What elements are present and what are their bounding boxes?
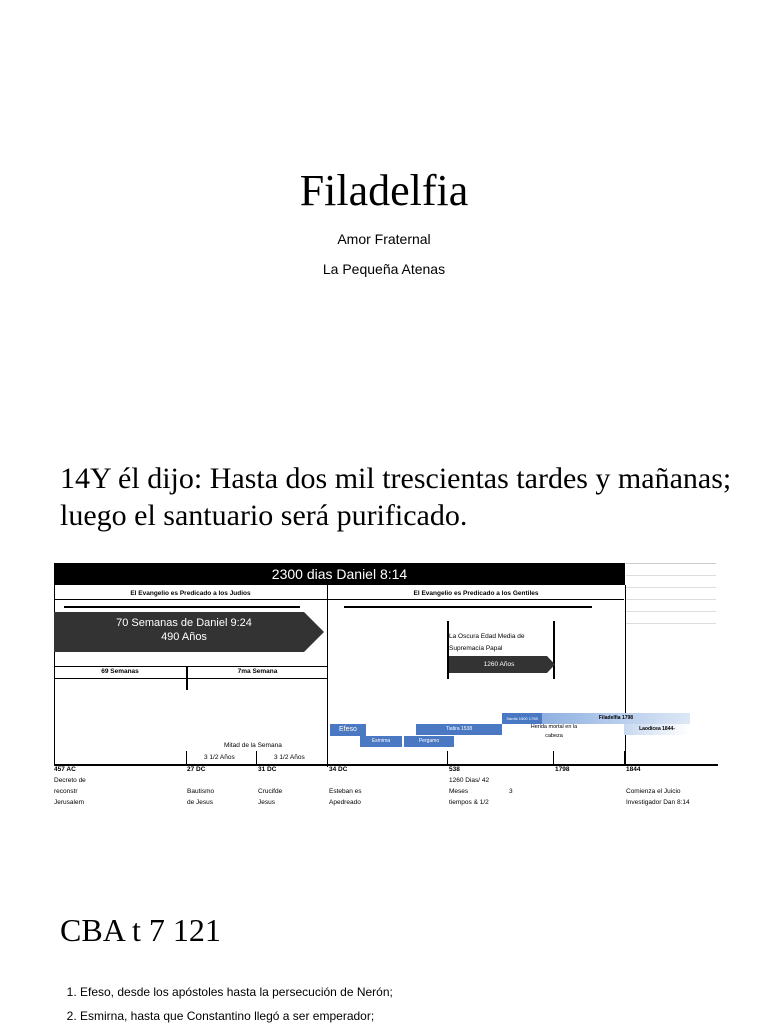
tick-27 bbox=[186, 751, 187, 765]
half-2: 3 1/2 Años bbox=[274, 754, 305, 761]
tick-538 bbox=[447, 751, 448, 765]
date-1844: 1844 Comienza el Juicio Investigador Dan 8:14 bbox=[626, 766, 690, 806]
timeline-chart bbox=[54, 563, 724, 813]
date-31: 31 DC Crucifde Jesus bbox=[258, 766, 283, 806]
church-laodicea: Laodicea 1844- bbox=[624, 724, 690, 735]
tick-1798 bbox=[553, 751, 554, 765]
date-27: 27 DC Bautismo de Jesus bbox=[187, 766, 215, 806]
dark-age-1: La Oscura Edad Media de bbox=[449, 633, 525, 640]
arrow-text-2: 490 Años bbox=[161, 631, 207, 643]
tick-457 bbox=[54, 751, 55, 765]
verse-text: 14Y él dijo: Hasta dos mil trescientas tardes y mañanas; luego el santuario será purificado. bbox=[60, 462, 732, 532]
half-1: 3 1/2 Años bbox=[204, 754, 235, 761]
church-list bbox=[58, 980, 393, 1028]
church-pergamo: Pergamo bbox=[404, 736, 454, 747]
list-item: 1. Efeso, desde los apóstoles hasta la persecución de Nerón; bbox=[80, 980, 393, 1004]
date-1798: 1798 bbox=[555, 766, 570, 773]
date-34: 34 DC Esteban es Apedreado bbox=[329, 766, 362, 806]
subtitle-atenas: La Pequeña Atenas bbox=[322, 261, 446, 277]
right-rule bbox=[344, 606, 592, 608]
timeline-header: 2300 dias Daniel 8:14 bbox=[54, 563, 625, 585]
divider-34dc bbox=[327, 585, 328, 767]
tick-1844 bbox=[624, 751, 625, 765]
date-457: 457 AC Decreto de reconstr Jerusalem bbox=[54, 766, 86, 806]
list-item: 2. Esmirna, hasta que Constantino llegó a ser emperador; bbox=[80, 1004, 393, 1028]
cba-reference: CBA t 7 121 bbox=[60, 912, 221, 948]
page-title: Filadelfia bbox=[299, 166, 469, 215]
church-tiatira: Tiatira 1538 bbox=[416, 724, 502, 735]
subtitle-amor: Amor Fraternal bbox=[337, 231, 431, 247]
week-7: 7ma Semana bbox=[237, 668, 278, 675]
dark-age-2: Supremacía Papal bbox=[449, 645, 503, 652]
church-sardis: Sardis 1500 1798 bbox=[502, 713, 542, 724]
date-538: 538 1260 Dias/ 42 Meses tiempos & 1/2 bbox=[449, 766, 490, 806]
weeks-69: 69 Semanas bbox=[101, 668, 139, 675]
mitad-semana: Mitad de la Semana bbox=[224, 742, 282, 749]
time-axis bbox=[54, 764, 718, 766]
tick-31 bbox=[256, 751, 257, 765]
left-rule bbox=[64, 606, 300, 608]
church-efeso: Efeso bbox=[330, 724, 366, 736]
church-filadelfia: Filadelfia 1798 bbox=[542, 713, 690, 724]
three-label: 3 bbox=[509, 788, 513, 795]
side-grid bbox=[626, 563, 716, 629]
arrow-text-1: 70 Semanas de Daniel 9:24 bbox=[116, 617, 252, 629]
herida-mortal: Herida mortal en la cabeza bbox=[530, 724, 578, 739]
left-title: El Evangelio es Predicado a los Judios bbox=[130, 590, 251, 597]
years-1260: 1260 Años bbox=[483, 661, 515, 668]
title-line bbox=[54, 599, 624, 600]
right-title: El Evangelio es Predicado a los Gentiles bbox=[413, 590, 539, 597]
church-esmirna: Esmirna bbox=[360, 736, 402, 747]
